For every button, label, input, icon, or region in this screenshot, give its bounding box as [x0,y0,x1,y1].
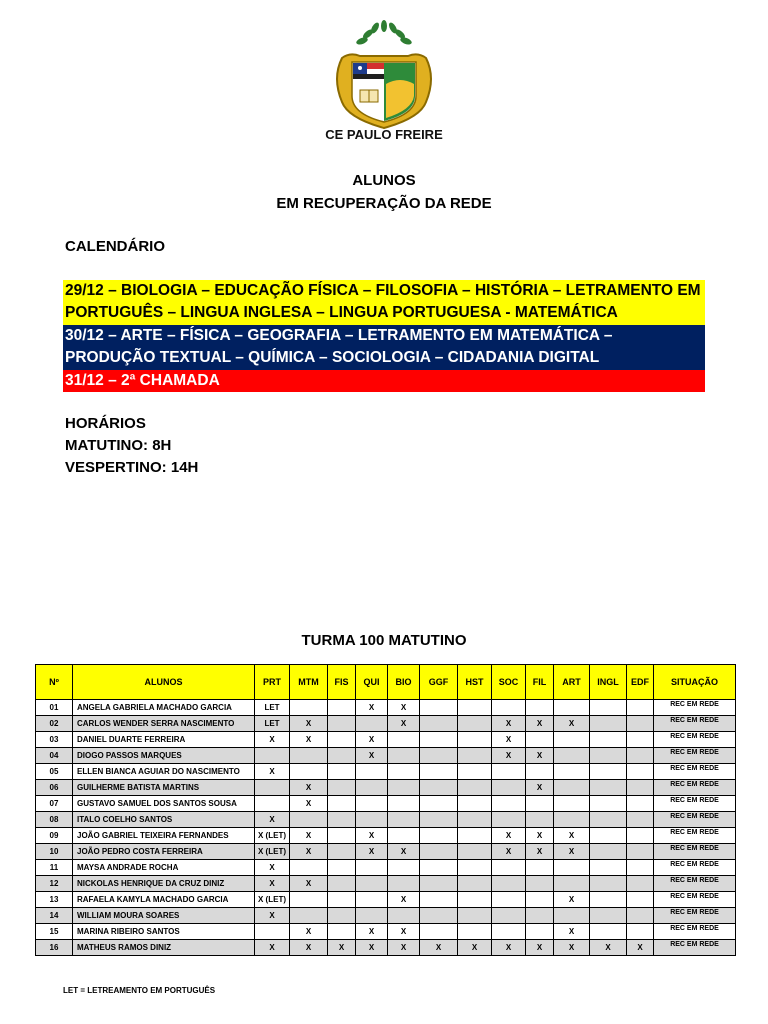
subject-cell [388,748,420,764]
subject-cell [388,828,420,844]
subject-cell: X [290,844,328,860]
row-number: 16 [36,940,73,956]
subject-cell [458,812,492,828]
subject-cell [328,748,356,764]
subject-cell [627,716,654,732]
subject-cell [290,860,328,876]
student-name: MATHEUS RAMOS DINIZ [73,940,255,956]
subject-cell [356,908,388,924]
subject-cell: X [388,716,420,732]
student-name: ANGELA GABRIELA MACHADO GARCIA [73,700,255,716]
subject-cell [388,780,420,796]
subject-cell [328,812,356,828]
subject-cell: LET [255,716,290,732]
schedule-morning: MATUTINO: 8H [65,437,172,454]
row-number: 14 [36,908,73,924]
column-header: ART [554,665,590,700]
subject-cell [590,780,627,796]
subject-cell [420,876,458,892]
student-name: GUSTAVO SAMUEL DOS SANTOS SOUSA [73,796,255,812]
status-cell: REC EM REDE [654,844,736,860]
subject-cell [590,860,627,876]
class-title: TURMA 100 MATUTINO [301,632,467,649]
subject-cell: X (LET) [255,844,290,860]
subject-cell [458,716,492,732]
subject-cell [590,764,627,780]
table-row [36,844,736,860]
subject-cell [590,716,627,732]
subject-cell [388,812,420,828]
subject-cell [526,876,554,892]
subject-cell: X [290,924,328,940]
subject-cell [590,876,627,892]
table-row [36,908,736,924]
calendar-entry-31: 31/12 – 2ª CHAMADA [63,370,705,392]
table-row [36,732,736,748]
subject-cell [458,732,492,748]
column-header: GGF [420,665,458,700]
subject-cell: X [554,940,590,956]
subject-cell [328,700,356,716]
subject-cell [458,748,492,764]
subject-cell: X [290,828,328,844]
subject-cell [420,828,458,844]
student-name: GUILHERME BATISTA MARTINS [73,780,255,796]
subject-cell [420,716,458,732]
row-number: 10 [36,844,73,860]
table-row [36,764,736,780]
subject-cell: X (LET) [255,828,290,844]
row-number: 06 [36,780,73,796]
subject-cell [492,812,526,828]
subject-cell: X [492,716,526,732]
subject-cell [492,764,526,780]
subject-cell: X [356,940,388,956]
subject-cell [627,844,654,860]
subject-cell: X [255,732,290,748]
subject-cell [328,796,356,812]
subject-cell [255,924,290,940]
subject-cell: X [526,780,554,796]
status-cell: REC EM REDE [654,700,736,716]
subject-cell [554,876,590,892]
subject-cell [328,716,356,732]
subject-cell [526,860,554,876]
subject-cell: X [526,716,554,732]
column-header: FIS [328,665,356,700]
subject-cell [627,780,654,796]
students-table [35,664,736,956]
subject-cell: X [627,940,654,956]
status-cell: REC EM REDE [654,732,736,748]
subject-cell [554,812,590,828]
subject-cell [290,908,328,924]
subject-cell [554,908,590,924]
status-cell: REC EM REDE [654,892,736,908]
subject-cell [492,796,526,812]
subject-cell [526,924,554,940]
subject-cell: X [526,828,554,844]
subject-cell [356,860,388,876]
subject-cell [356,892,388,908]
student-name: JOÃO GABRIEL TEIXEIRA FERNANDES [73,828,255,844]
status-cell: REC EM REDE [654,780,736,796]
subject-cell [356,876,388,892]
student-name: DANIEL DUARTE FERREIRA [73,732,255,748]
column-header: SITUAÇÃO [654,665,736,700]
column-header: PRT [255,665,290,700]
subject-cell [255,780,290,796]
subject-cell [526,892,554,908]
subject-cell [255,796,290,812]
subject-cell: X [255,908,290,924]
subject-cell [526,812,554,828]
student-name: RAFAELA KAMYLA MACHADO GARCIA [73,892,255,908]
subject-cell [492,908,526,924]
row-number: 08 [36,812,73,828]
subject-cell [458,780,492,796]
footnote: LET = LETREAMENTO EM PORTUGUÊS [63,986,216,995]
subject-cell [526,764,554,780]
row-number: 12 [36,876,73,892]
subject-cell [356,780,388,796]
subject-cell: X [526,748,554,764]
subject-cell [420,764,458,780]
subject-cell [590,844,627,860]
subject-cell: X [290,716,328,732]
table-row [36,924,736,940]
status-cell: REC EM REDE [654,812,736,828]
subject-cell [328,860,356,876]
subject-cell [420,700,458,716]
table-row [36,812,736,828]
status-cell: REC EM REDE [654,716,736,732]
table-row [36,860,736,876]
subject-cell [627,924,654,940]
subject-cell [627,748,654,764]
subject-cell: X [492,844,526,860]
subject-cell [590,812,627,828]
column-header: FIL [526,665,554,700]
subject-cell: X (LET) [255,892,290,908]
subject-cell [590,924,627,940]
subject-cell [420,748,458,764]
column-header: SOC [492,665,526,700]
subject-cell [458,908,492,924]
page-title: ALUNOS [352,172,416,189]
subject-cell: LET [255,700,290,716]
subject-cell [458,844,492,860]
subject-cell [328,876,356,892]
subject-cell: X [356,828,388,844]
table-header-row [36,665,736,700]
subject-cell [388,796,420,812]
subject-cell [328,828,356,844]
subject-cell: X [492,828,526,844]
subject-cell: X [554,892,590,908]
subject-cell: X [290,796,328,812]
student-name: MARINA RIBEIRO SANTOS [73,924,255,940]
subject-cell [590,908,627,924]
status-cell: REC EM REDE [654,924,736,940]
subject-cell [388,764,420,780]
student-name: CARLOS WENDER SERRA NASCIMENTO [73,716,255,732]
subject-cell [388,732,420,748]
subject-cell: X [554,716,590,732]
subject-cell: X [554,924,590,940]
table-row [36,796,736,812]
status-cell: REC EM REDE [654,876,736,892]
table-row [36,892,736,908]
subject-cell [458,828,492,844]
subject-cell [627,796,654,812]
subject-cell [492,860,526,876]
subject-cell [356,796,388,812]
student-name: DIOGO PASSOS MARQUES [73,748,255,764]
subject-cell [328,892,356,908]
table-row [36,780,736,796]
subject-cell [328,764,356,780]
subject-cell [420,892,458,908]
status-cell: REC EM REDE [654,940,736,956]
subject-cell [356,764,388,780]
subject-cell [554,732,590,748]
subject-cell [590,828,627,844]
subject-cell: X [290,780,328,796]
row-number: 13 [36,892,73,908]
subject-cell: X [255,764,290,780]
table-row [36,876,736,892]
subject-cell: X [554,828,590,844]
subject-cell: X [255,860,290,876]
subject-cell: X [356,748,388,764]
subject-cell [255,748,290,764]
subject-cell [458,796,492,812]
subject-cell [554,700,590,716]
subject-cell [492,700,526,716]
subject-cell [458,764,492,780]
subject-cell: X [290,732,328,748]
status-cell: REC EM REDE [654,764,736,780]
subject-cell: X [590,940,627,956]
subject-cell [328,732,356,748]
subject-cell [290,748,328,764]
subject-cell [526,908,554,924]
subject-cell: X [492,940,526,956]
subject-cell [526,796,554,812]
subject-cell [554,780,590,796]
row-number: 15 [36,924,73,940]
schedule-afternoon: VESPERTINO: 14H [65,459,199,476]
column-header: MTM [290,665,328,700]
subject-cell [420,860,458,876]
subject-cell: X [420,940,458,956]
subject-cell: X [554,844,590,860]
subject-cell: X [526,844,554,860]
subject-cell [290,812,328,828]
subject-cell: X [492,732,526,748]
table-row [36,716,736,732]
column-header: QUI [356,665,388,700]
subject-cell: X [356,732,388,748]
subject-cell [328,924,356,940]
subject-cell: X [356,700,388,716]
page-subtitle: EM RECUPERAÇÃO DA REDE [276,195,492,212]
subject-cell [627,764,654,780]
subject-cell [388,908,420,924]
row-number: 05 [36,764,73,780]
subject-cell [388,876,420,892]
subject-cell: X [356,924,388,940]
subject-cell [420,844,458,860]
subject-cell [554,764,590,780]
subject-cell [458,700,492,716]
column-header: Nº [36,665,73,700]
column-header: INGL [590,665,627,700]
subject-cell [420,908,458,924]
subject-cell [492,780,526,796]
subject-cell: X [328,940,356,956]
subject-cell: X [255,940,290,956]
table-row [36,828,736,844]
subject-cell [458,876,492,892]
row-number: 11 [36,860,73,876]
subject-cell [590,748,627,764]
subject-cell [458,860,492,876]
subject-cell [420,812,458,828]
table-row [36,940,736,956]
student-name: ELLEN BIANCA AGUIAR DO NASCIMENTO [73,764,255,780]
column-header: EDF [627,665,654,700]
schedule-heading: HORÁRIOS [65,415,146,432]
subject-cell [328,908,356,924]
row-number: 04 [36,748,73,764]
subject-cell [627,828,654,844]
subject-cell [590,732,627,748]
subject-cell [420,796,458,812]
column-header: BIO [388,665,420,700]
subject-cell [627,812,654,828]
subject-cell [388,860,420,876]
subject-cell: X [255,876,290,892]
subject-cell [328,780,356,796]
status-cell: REC EM REDE [654,860,736,876]
subject-cell [290,892,328,908]
subject-cell [627,908,654,924]
subject-cell [328,844,356,860]
subject-cell [554,748,590,764]
row-number: 01 [36,700,73,716]
subject-cell [590,796,627,812]
subject-cell [356,716,388,732]
student-name: MAYSA ANDRADE ROCHA [73,860,255,876]
subject-cell: X [492,748,526,764]
subject-cell [627,700,654,716]
subject-cell [590,700,627,716]
subject-cell: X [388,940,420,956]
subject-cell [554,796,590,812]
calendar-label: CALENDÁRIO [65,238,165,255]
status-cell: REC EM REDE [654,908,736,924]
column-header: HST [458,665,492,700]
row-number: 03 [36,732,73,748]
subject-cell: X [255,812,290,828]
subject-cell [627,732,654,748]
subject-cell: X [290,940,328,956]
subject-cell [590,892,627,908]
subject-cell [356,812,388,828]
subject-cell [627,860,654,876]
subject-cell: X [388,924,420,940]
subject-cell [492,924,526,940]
student-name: ITALO COELHO SANTOS [73,812,255,828]
student-name: NICKOLAS HENRIQUE DA CRUZ DINIZ [73,876,255,892]
subject-cell [526,732,554,748]
subject-cell [290,764,328,780]
subject-cell: X [458,940,492,956]
status-cell: REC EM REDE [654,828,736,844]
calendar-entry-29: 29/12 – BIOLOGIA – EDUCAÇÃO FÍSICA – FILOSOFIA – HISTÓRIA – LETRAMENTO EM PORTUGUÊS – LINGUA INGLESA – LINGUA PORTUGUESA - MATEMÁTICA [63,280,705,325]
row-number: 02 [36,716,73,732]
subject-cell: X [388,892,420,908]
calendar-entry-30: 30/12 – ARTE – FÍSICA – GEOGRAFIA – LETRAMENTO EM MATEMÁTICA – PRODUÇÃO TEXTUAL – QUÍMICA – SOCIOLOGIA – CIDADANIA DIGITAL [63,325,705,370]
subject-cell [290,700,328,716]
table-row [36,748,736,764]
subject-cell [420,780,458,796]
subject-cell [458,892,492,908]
subject-cell [420,924,458,940]
subject-cell [627,892,654,908]
subject-cell [420,732,458,748]
status-cell: REC EM REDE [654,796,736,812]
row-number: 07 [36,796,73,812]
subject-cell: X [356,844,388,860]
subject-cell [627,876,654,892]
subject-cell: X [526,940,554,956]
subject-cell [492,892,526,908]
subject-cell: X [388,844,420,860]
status-cell: REC EM REDE [654,748,736,764]
student-name: JOÃO PEDRO COSTA FERREIRA [73,844,255,860]
student-name: WILLIAM MOURA SOARES [73,908,255,924]
subject-cell: X [388,700,420,716]
subject-cell [458,924,492,940]
subject-cell [492,876,526,892]
subject-cell: X [290,876,328,892]
subject-cell [526,700,554,716]
subject-cell [554,860,590,876]
table-row [36,700,736,716]
column-header: ALUNOS [73,665,255,700]
school-name: CE PAULO FREIRE [325,127,443,142]
row-number: 09 [36,828,73,844]
